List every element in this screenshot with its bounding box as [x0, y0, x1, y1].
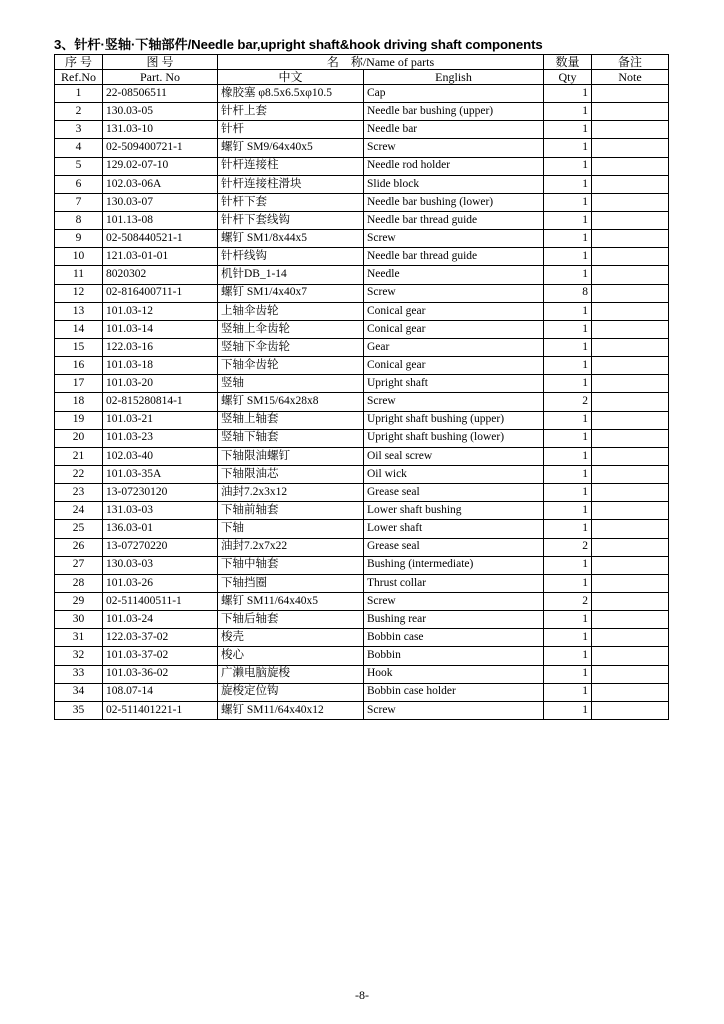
note-cell: [592, 266, 669, 284]
header-note-en: Note: [592, 70, 669, 85]
note-cell: [592, 647, 669, 665]
english-name-cell: Bobbin: [364, 647, 544, 665]
table-header-row: [55, 55, 669, 70]
note-cell: [592, 248, 669, 266]
english-name-cell: Needle rod holder: [364, 157, 544, 175]
english-name-cell: Bobbin case: [364, 629, 544, 647]
note-cell: [592, 193, 669, 211]
chinese-name-cell: 螺钉 SM9/64x40x5: [218, 139, 364, 157]
chinese-name-cell: 旋梭定位钩: [218, 683, 364, 701]
page-title: 3、针杆·竖轴·下轴部件/Needle bar,upright shaft&hook driving shaft components: [54, 37, 543, 52]
english-name-cell: Conical gear: [364, 302, 544, 320]
quantity-cell: 2: [544, 592, 592, 610]
chinese-name-cell: 针杆连接柱滑块: [218, 175, 364, 193]
table-row: [55, 284, 669, 302]
chinese-name-cell: 针杆线钩: [218, 248, 364, 266]
english-name-cell: Conical gear: [364, 357, 544, 375]
english-name-cell: Grease seal: [364, 484, 544, 502]
ref-number-cell: 10: [55, 248, 103, 266]
part-number-cell: 108.07-14: [103, 683, 218, 701]
part-number-cell: 101.03-24: [103, 611, 218, 629]
parts-table-body: [55, 85, 669, 720]
quantity-cell: 1: [544, 85, 592, 103]
part-number-cell: 101.03-14: [103, 320, 218, 338]
table-row: [55, 447, 669, 465]
note-cell: [592, 375, 669, 393]
ref-number-cell: 24: [55, 502, 103, 520]
ref-number-cell: 9: [55, 230, 103, 248]
ref-number-cell: 34: [55, 683, 103, 701]
table-row: [55, 484, 669, 502]
chinese-name-cell: 竖轴上轴套: [218, 411, 364, 429]
quantity-cell: 1: [544, 701, 592, 719]
header-part-cn: 图 号: [103, 55, 218, 70]
part-number-cell: 131.03-03: [103, 502, 218, 520]
english-name-cell: Upright shaft bushing (upper): [364, 411, 544, 429]
english-name-cell: Conical gear: [364, 320, 544, 338]
quantity-cell: 2: [544, 393, 592, 411]
header-note-cn: 备注: [592, 55, 669, 70]
table-row: [55, 465, 669, 483]
ref-number-cell: 27: [55, 556, 103, 574]
table-row: [55, 175, 669, 193]
quantity-cell: 1: [544, 411, 592, 429]
english-name-cell: Needle bar thread guide: [364, 248, 544, 266]
table-row: [55, 556, 669, 574]
part-number-cell: 122.03-16: [103, 338, 218, 356]
quantity-cell: 1: [544, 520, 592, 538]
english-name-cell: Screw: [364, 139, 544, 157]
quantity-cell: 1: [544, 157, 592, 175]
part-number-cell: 130.03-03: [103, 556, 218, 574]
table-row: [55, 393, 669, 411]
header-ref-cn: 序 号: [55, 55, 103, 70]
note-cell: [592, 683, 669, 701]
part-number-cell: 02-816400711-1: [103, 284, 218, 302]
ref-number-cell: 16: [55, 357, 103, 375]
ref-number-cell: 17: [55, 375, 103, 393]
english-name-cell: Cap: [364, 85, 544, 103]
part-number-cell: 129.02-07-10: [103, 157, 218, 175]
ref-number-cell: 12: [55, 284, 103, 302]
note-cell: [592, 411, 669, 429]
english-name-cell: Needle bar bushing (upper): [364, 103, 544, 121]
chinese-name-cell: 梭心: [218, 647, 364, 665]
table-row: [55, 302, 669, 320]
chinese-name-cell: 下轴限油螺钉: [218, 447, 364, 465]
chinese-name-cell: 下轴伞齿轮: [218, 357, 364, 375]
chinese-name-cell: 下轴限油芯: [218, 465, 364, 483]
quantity-cell: 1: [544, 502, 592, 520]
table-row: [55, 193, 669, 211]
ref-number-cell: 31: [55, 629, 103, 647]
note-cell: [592, 701, 669, 719]
table-row: [55, 121, 669, 139]
quantity-cell: 1: [544, 357, 592, 375]
page-number: -8-: [355, 988, 369, 1002]
note-cell: [592, 320, 669, 338]
ref-number-cell: 26: [55, 538, 103, 556]
table-row: [55, 266, 669, 284]
quantity-cell: 8: [544, 284, 592, 302]
note-cell: [592, 465, 669, 483]
chinese-name-cell: 针杆连接柱: [218, 157, 364, 175]
note-cell: [592, 665, 669, 683]
ref-number-cell: 1: [55, 85, 103, 103]
part-number-cell: 02-508440521-1: [103, 230, 218, 248]
note-cell: [592, 338, 669, 356]
table-row: [55, 611, 669, 629]
chinese-name-cell: 螺钉 SM11/64x40x12: [218, 701, 364, 719]
part-number-cell: 02-509400721-1: [103, 139, 218, 157]
note-cell: [592, 85, 669, 103]
english-name-cell: Needle: [364, 266, 544, 284]
english-name-cell: Grease seal: [364, 538, 544, 556]
table-row: [55, 211, 669, 229]
chinese-name-cell: 广濑电脑旋梭: [218, 665, 364, 683]
english-name-cell: Oil wick: [364, 465, 544, 483]
quantity-cell: 1: [544, 211, 592, 229]
note-cell: [592, 592, 669, 610]
table-row: [55, 375, 669, 393]
ref-number-cell: 32: [55, 647, 103, 665]
table-header-row: [55, 70, 669, 85]
ref-number-cell: 14: [55, 320, 103, 338]
part-number-cell: 130.03-07: [103, 193, 218, 211]
table-row: [55, 103, 669, 121]
header-name-cn: 中文: [218, 70, 364, 85]
quantity-cell: 1: [544, 121, 592, 139]
part-number-cell: 101.03-35A: [103, 465, 218, 483]
english-name-cell: Screw: [364, 230, 544, 248]
part-number-cell: 101.03-23: [103, 429, 218, 447]
english-name-cell: Needle bar thread guide: [364, 211, 544, 229]
english-name-cell: Needle bar bushing (lower): [364, 193, 544, 211]
note-cell: [592, 611, 669, 629]
table-row: [55, 338, 669, 356]
note-cell: [592, 284, 669, 302]
english-name-cell: Screw: [364, 701, 544, 719]
quantity-cell: 1: [544, 574, 592, 592]
quantity-cell: 1: [544, 556, 592, 574]
english-name-cell: Bobbin case holder: [364, 683, 544, 701]
note-cell: [592, 103, 669, 121]
chinese-name-cell: 针杆: [218, 121, 364, 139]
chinese-name-cell: 针杆下套: [218, 193, 364, 211]
chinese-name-cell: 针杆下套线钩: [218, 211, 364, 229]
chinese-name-cell: 竖轴: [218, 375, 364, 393]
ref-number-cell: 18: [55, 393, 103, 411]
quantity-cell: 1: [544, 320, 592, 338]
note-cell: [592, 538, 669, 556]
ref-number-cell: 5: [55, 157, 103, 175]
ref-number-cell: 25: [55, 520, 103, 538]
table-row: [55, 538, 669, 556]
ref-number-cell: 8: [55, 211, 103, 229]
table-row: [55, 629, 669, 647]
english-name-cell: Needle bar: [364, 121, 544, 139]
note-cell: [592, 502, 669, 520]
quantity-cell: 1: [544, 465, 592, 483]
quantity-cell: 1: [544, 665, 592, 683]
part-number-cell: 101.03-26: [103, 574, 218, 592]
english-name-cell: Gear: [364, 338, 544, 356]
part-number-cell: 130.03-05: [103, 103, 218, 121]
table-row: [55, 683, 669, 701]
note-cell: [592, 484, 669, 502]
chinese-name-cell: 油封7.2x7x22: [218, 538, 364, 556]
part-number-cell: 101.03-37-02: [103, 647, 218, 665]
quantity-cell: 1: [544, 302, 592, 320]
note-cell: [592, 393, 669, 411]
ref-number-cell: 3: [55, 121, 103, 139]
note-cell: [592, 211, 669, 229]
ref-number-cell: 6: [55, 175, 103, 193]
header-qty-en: Qty: [544, 70, 592, 85]
ref-number-cell: 11: [55, 266, 103, 284]
chinese-name-cell: 竖轴上伞齿轮: [218, 320, 364, 338]
ref-number-cell: 7: [55, 193, 103, 211]
part-number-cell: 8020302: [103, 266, 218, 284]
chinese-name-cell: 下轴: [218, 520, 364, 538]
note-cell: [592, 302, 669, 320]
ref-number-cell: 35: [55, 701, 103, 719]
ref-number-cell: 30: [55, 611, 103, 629]
chinese-name-cell: 油封7.2x3x12: [218, 484, 364, 502]
table-row: [55, 248, 669, 266]
ref-number-cell: 19: [55, 411, 103, 429]
header-qty-cn: 数量: [544, 55, 592, 70]
header-name-en: English: [364, 70, 544, 85]
quantity-cell: 1: [544, 230, 592, 248]
note-cell: [592, 139, 669, 157]
table-row: [55, 592, 669, 610]
quantity-cell: 1: [544, 375, 592, 393]
quantity-cell: 1: [544, 193, 592, 211]
note-cell: [592, 357, 669, 375]
table-row: [55, 502, 669, 520]
chinese-name-cell: 下轴中轴套: [218, 556, 364, 574]
part-number-cell: 13-07230120: [103, 484, 218, 502]
quantity-cell: 1: [544, 429, 592, 447]
note-cell: [592, 121, 669, 139]
note-cell: [592, 429, 669, 447]
ref-number-cell: 4: [55, 139, 103, 157]
chinese-name-cell: 橡胶塞 φ8.5x6.5xφ10.5: [218, 85, 364, 103]
chinese-name-cell: 下轴挡圈: [218, 574, 364, 592]
part-number-cell: 101.13-08: [103, 211, 218, 229]
ref-number-cell: 33: [55, 665, 103, 683]
note-cell: [592, 629, 669, 647]
note-cell: [592, 574, 669, 592]
ref-number-cell: 20: [55, 429, 103, 447]
part-number-cell: 122.03-37-02: [103, 629, 218, 647]
part-number-cell: 121.03-01-01: [103, 248, 218, 266]
english-name-cell: Lower shaft: [364, 520, 544, 538]
table-row: [55, 520, 669, 538]
chinese-name-cell: 机针DB_1-14: [218, 266, 364, 284]
part-number-cell: 02-815280814-1: [103, 393, 218, 411]
chinese-name-cell: 螺钉 SM1/4x40x7: [218, 284, 364, 302]
table-row: [55, 230, 669, 248]
table-row: [55, 157, 669, 175]
chinese-name-cell: 螺钉 SM1/8x44x5: [218, 230, 364, 248]
english-name-cell: Thrust collar: [364, 574, 544, 592]
ref-number-cell: 23: [55, 484, 103, 502]
quantity-cell: 1: [544, 103, 592, 121]
note-cell: [592, 157, 669, 175]
quantity-cell: 2: [544, 538, 592, 556]
quantity-cell: 1: [544, 647, 592, 665]
part-number-cell: 101.03-18: [103, 357, 218, 375]
table-row: [55, 701, 669, 719]
part-number-cell: 101.03-21: [103, 411, 218, 429]
quantity-cell: 1: [544, 683, 592, 701]
part-number-cell: 101.03-20: [103, 375, 218, 393]
ref-number-cell: 22: [55, 465, 103, 483]
english-name-cell: Bushing (intermediate): [364, 556, 544, 574]
quantity-cell: 1: [544, 629, 592, 647]
part-number-cell: 136.03-01: [103, 520, 218, 538]
chinese-name-cell: 竖轴下轴套: [218, 429, 364, 447]
quantity-cell: 1: [544, 266, 592, 284]
quantity-cell: 1: [544, 139, 592, 157]
chinese-name-cell: 梭壳: [218, 629, 364, 647]
header-name: 名 称/Name of parts: [218, 55, 544, 70]
quantity-cell: 1: [544, 175, 592, 193]
table-row: [55, 139, 669, 157]
english-name-cell: Screw: [364, 393, 544, 411]
english-name-cell: Upright shaft bushing (lower): [364, 429, 544, 447]
table-row: [55, 85, 669, 103]
chinese-name-cell: 针杆上套: [218, 103, 364, 121]
parts-table: [54, 54, 669, 720]
part-number-cell: 02-511401221-1: [103, 701, 218, 719]
note-cell: [592, 447, 669, 465]
table-row: [55, 429, 669, 447]
english-name-cell: Oil seal screw: [364, 447, 544, 465]
table-row: [55, 665, 669, 683]
ref-number-cell: 21: [55, 447, 103, 465]
part-number-cell: 101.03-36-02: [103, 665, 218, 683]
chinese-name-cell: 下轴后轴套: [218, 611, 364, 629]
english-name-cell: Screw: [364, 284, 544, 302]
ref-number-cell: 28: [55, 574, 103, 592]
note-cell: [592, 230, 669, 248]
ref-number-cell: 15: [55, 338, 103, 356]
table-row: [55, 574, 669, 592]
table-row: [55, 357, 669, 375]
quantity-cell: 1: [544, 611, 592, 629]
part-number-cell: 101.03-12: [103, 302, 218, 320]
chinese-name-cell: 竖轴下伞齿轮: [218, 338, 364, 356]
english-name-cell: Bushing rear: [364, 611, 544, 629]
part-number-cell: 22-08506511: [103, 85, 218, 103]
quantity-cell: 1: [544, 447, 592, 465]
header-part-en: Part. No: [103, 70, 218, 85]
quantity-cell: 1: [544, 338, 592, 356]
quantity-cell: 1: [544, 484, 592, 502]
english-name-cell: Hook: [364, 665, 544, 683]
english-name-cell: Screw: [364, 592, 544, 610]
header-ref-en: Ref.No: [55, 70, 103, 85]
chinese-name-cell: 螺钉 SM11/64x40x5: [218, 592, 364, 610]
quantity-cell: 1: [544, 248, 592, 266]
part-number-cell: 13-07270220: [103, 538, 218, 556]
table-row: [55, 320, 669, 338]
note-cell: [592, 175, 669, 193]
chinese-name-cell: 上轴伞齿轮: [218, 302, 364, 320]
english-name-cell: Upright shaft: [364, 375, 544, 393]
note-cell: [592, 556, 669, 574]
ref-number-cell: 29: [55, 592, 103, 610]
english-name-cell: Slide block: [364, 175, 544, 193]
part-number-cell: 102.03-06A: [103, 175, 218, 193]
part-number-cell: 102.03-40: [103, 447, 218, 465]
table-row: [55, 411, 669, 429]
table-row: [55, 647, 669, 665]
note-cell: [592, 520, 669, 538]
ref-number-cell: 13: [55, 302, 103, 320]
chinese-name-cell: 螺钉 SM15/64x28x8: [218, 393, 364, 411]
chinese-name-cell: 下轴前轴套: [218, 502, 364, 520]
english-name-cell: Lower shaft bushing: [364, 502, 544, 520]
part-number-cell: 131.03-10: [103, 121, 218, 139]
ref-number-cell: 2: [55, 103, 103, 121]
part-number-cell: 02-511400511-1: [103, 592, 218, 610]
